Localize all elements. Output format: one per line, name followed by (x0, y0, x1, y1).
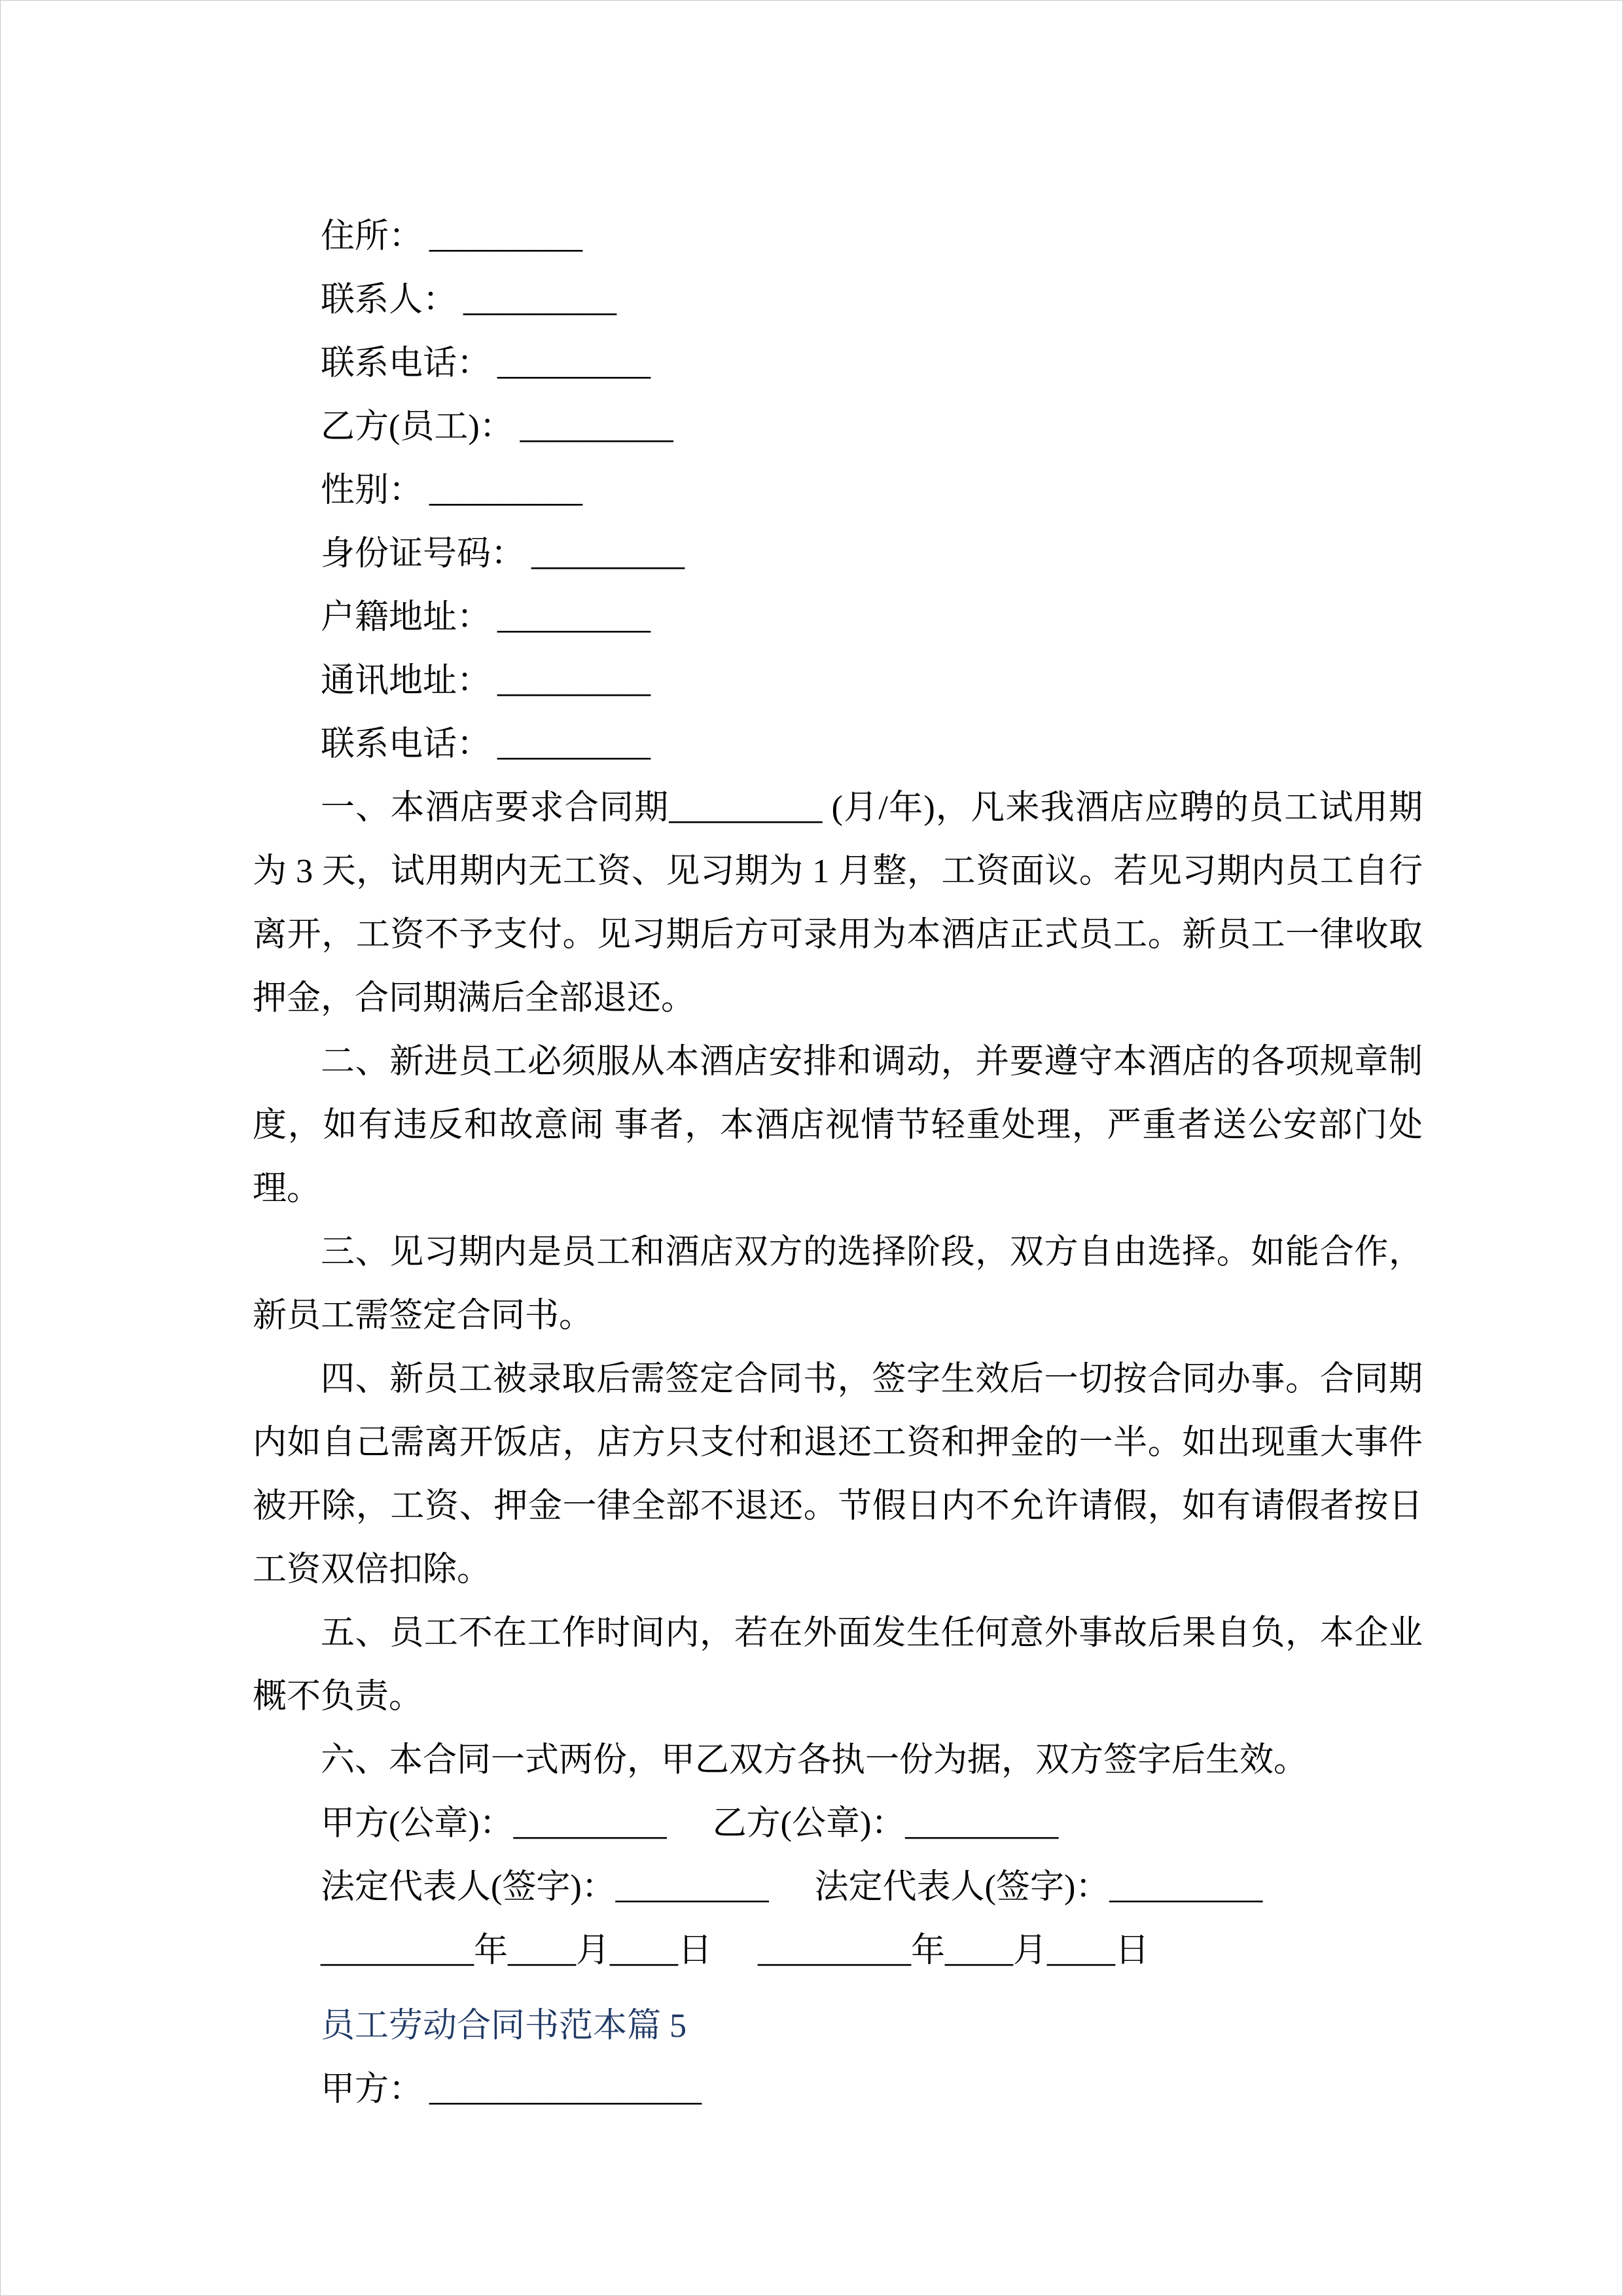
contract-clause-1: 一、本酒店要求合同期_________ (月/年)，凡来我酒店应聘的员工试用期为 3 天，试用期内无工资、见习期为 1 月整，工资面议。若见习期内员工自行离开，工资不予支付。见习期后方可录用为本酒店正式员工。新员工一律收取押金，合同期满后全部退还。 (253, 789, 1423, 1017)
form-line-contact-phone-2 (253, 713, 1423, 776)
contract-clause-5: 五、员工不在工作时间内，若在外面发生任何意外事故后果自负，本企业概不负责。 (253, 1615, 1423, 1715)
field-label-id-number: 身份证号码： (321, 535, 526, 573)
field-label-party-b-employee: 乙方(员工)： (321, 408, 514, 446)
field-label-mailing-address: 通讯地址： (321, 662, 491, 700)
party-b-representative-line: 法定代表人(签字)：_________ (814, 1869, 1263, 1906)
field-label-household-address: 户籍地址： (321, 599, 491, 636)
field-blank-contact-phone-2: _________ (497, 726, 651, 763)
contract-clause-6: 六、本合同一式两份，甲乙双方各执一份为据，双方签字后生效。 (321, 1742, 1308, 1779)
field-blank-residence: _________ (429, 218, 583, 255)
party-b-seal-line: 乙方(公章)：_________ (712, 1805, 1059, 1842)
party-a-seal-line: 甲方(公章)：_________ (321, 1805, 667, 1842)
contract-clause-2: 二、新进员工必须服从本酒店安排和调动，并要遵守本酒店的各项规章制度，如有违反和故意闹 事者，本酒店视情节轻重处理，严重者送公安部门处理。 (253, 1043, 1423, 1208)
party-a-representative-line: 法定代表人(签字)：_________ (321, 1869, 769, 1906)
contract-clause-4: 四、新员工被录取后需签定合同书，签字生效后一切按合同办事。合同期内如自己需离开饭店，店方只支付和退还工资和押金的一半。如出现重大事件被开除，工资、押金一律全部不退还。节假日内不允许请假，如有请假者按日工资双倍扣除。 (253, 1361, 1423, 1588)
party-a-label: 甲方： (321, 2071, 423, 2108)
field-label-contact-phone-2: 联系电话： (321, 726, 491, 763)
signature-row-seals (253, 1792, 1423, 1856)
party-a-line (253, 2058, 1423, 2121)
field-label-gender: 性别： (321, 472, 423, 509)
field-blank-gender: _________ (429, 472, 583, 509)
form-line-mailing-address (253, 649, 1423, 713)
next-section-title: 员工劳动合同书范本篇 5 (321, 2007, 687, 2045)
form-line-household-address (253, 586, 1423, 649)
form-line-residence (253, 205, 1423, 268)
form-line-gender (253, 459, 1423, 522)
next-section-start (253, 1994, 1423, 2121)
form-line-id-number (253, 522, 1423, 586)
field-label-contact-person: 联系人： (321, 281, 457, 319)
field-blank-contact-phone: _________ (497, 345, 651, 382)
field-label-residence: 住所： (321, 218, 423, 255)
field-blank-mailing-address: _________ (497, 662, 651, 700)
form-line-contact-person (253, 268, 1423, 332)
party-b-date-line: _________年____月____日 (758, 1932, 1150, 1969)
contract-clause-3: 三、见习期内是员工和酒店双方的选择阶段，双方自由选择。如能合作，新员工需签定合同书。 (253, 1234, 1423, 1335)
form-line-contact-phone (253, 332, 1423, 395)
signature-row-dates (253, 1919, 1423, 1982)
field-label-contact-phone: 联系电话： (321, 345, 491, 382)
signature-row-representatives (253, 1856, 1423, 1919)
field-blank-party-b-employee: _________ (520, 408, 673, 446)
form-line-party-b-employee (253, 395, 1423, 459)
party-a-date-line: _________年____月____日 (321, 1932, 713, 1969)
field-blank-id-number: _________ (531, 535, 685, 573)
party-a-blank: ________________ (429, 2071, 702, 2108)
field-blank-household-address: _________ (497, 599, 651, 636)
field-blank-contact-person: _________ (463, 281, 617, 319)
